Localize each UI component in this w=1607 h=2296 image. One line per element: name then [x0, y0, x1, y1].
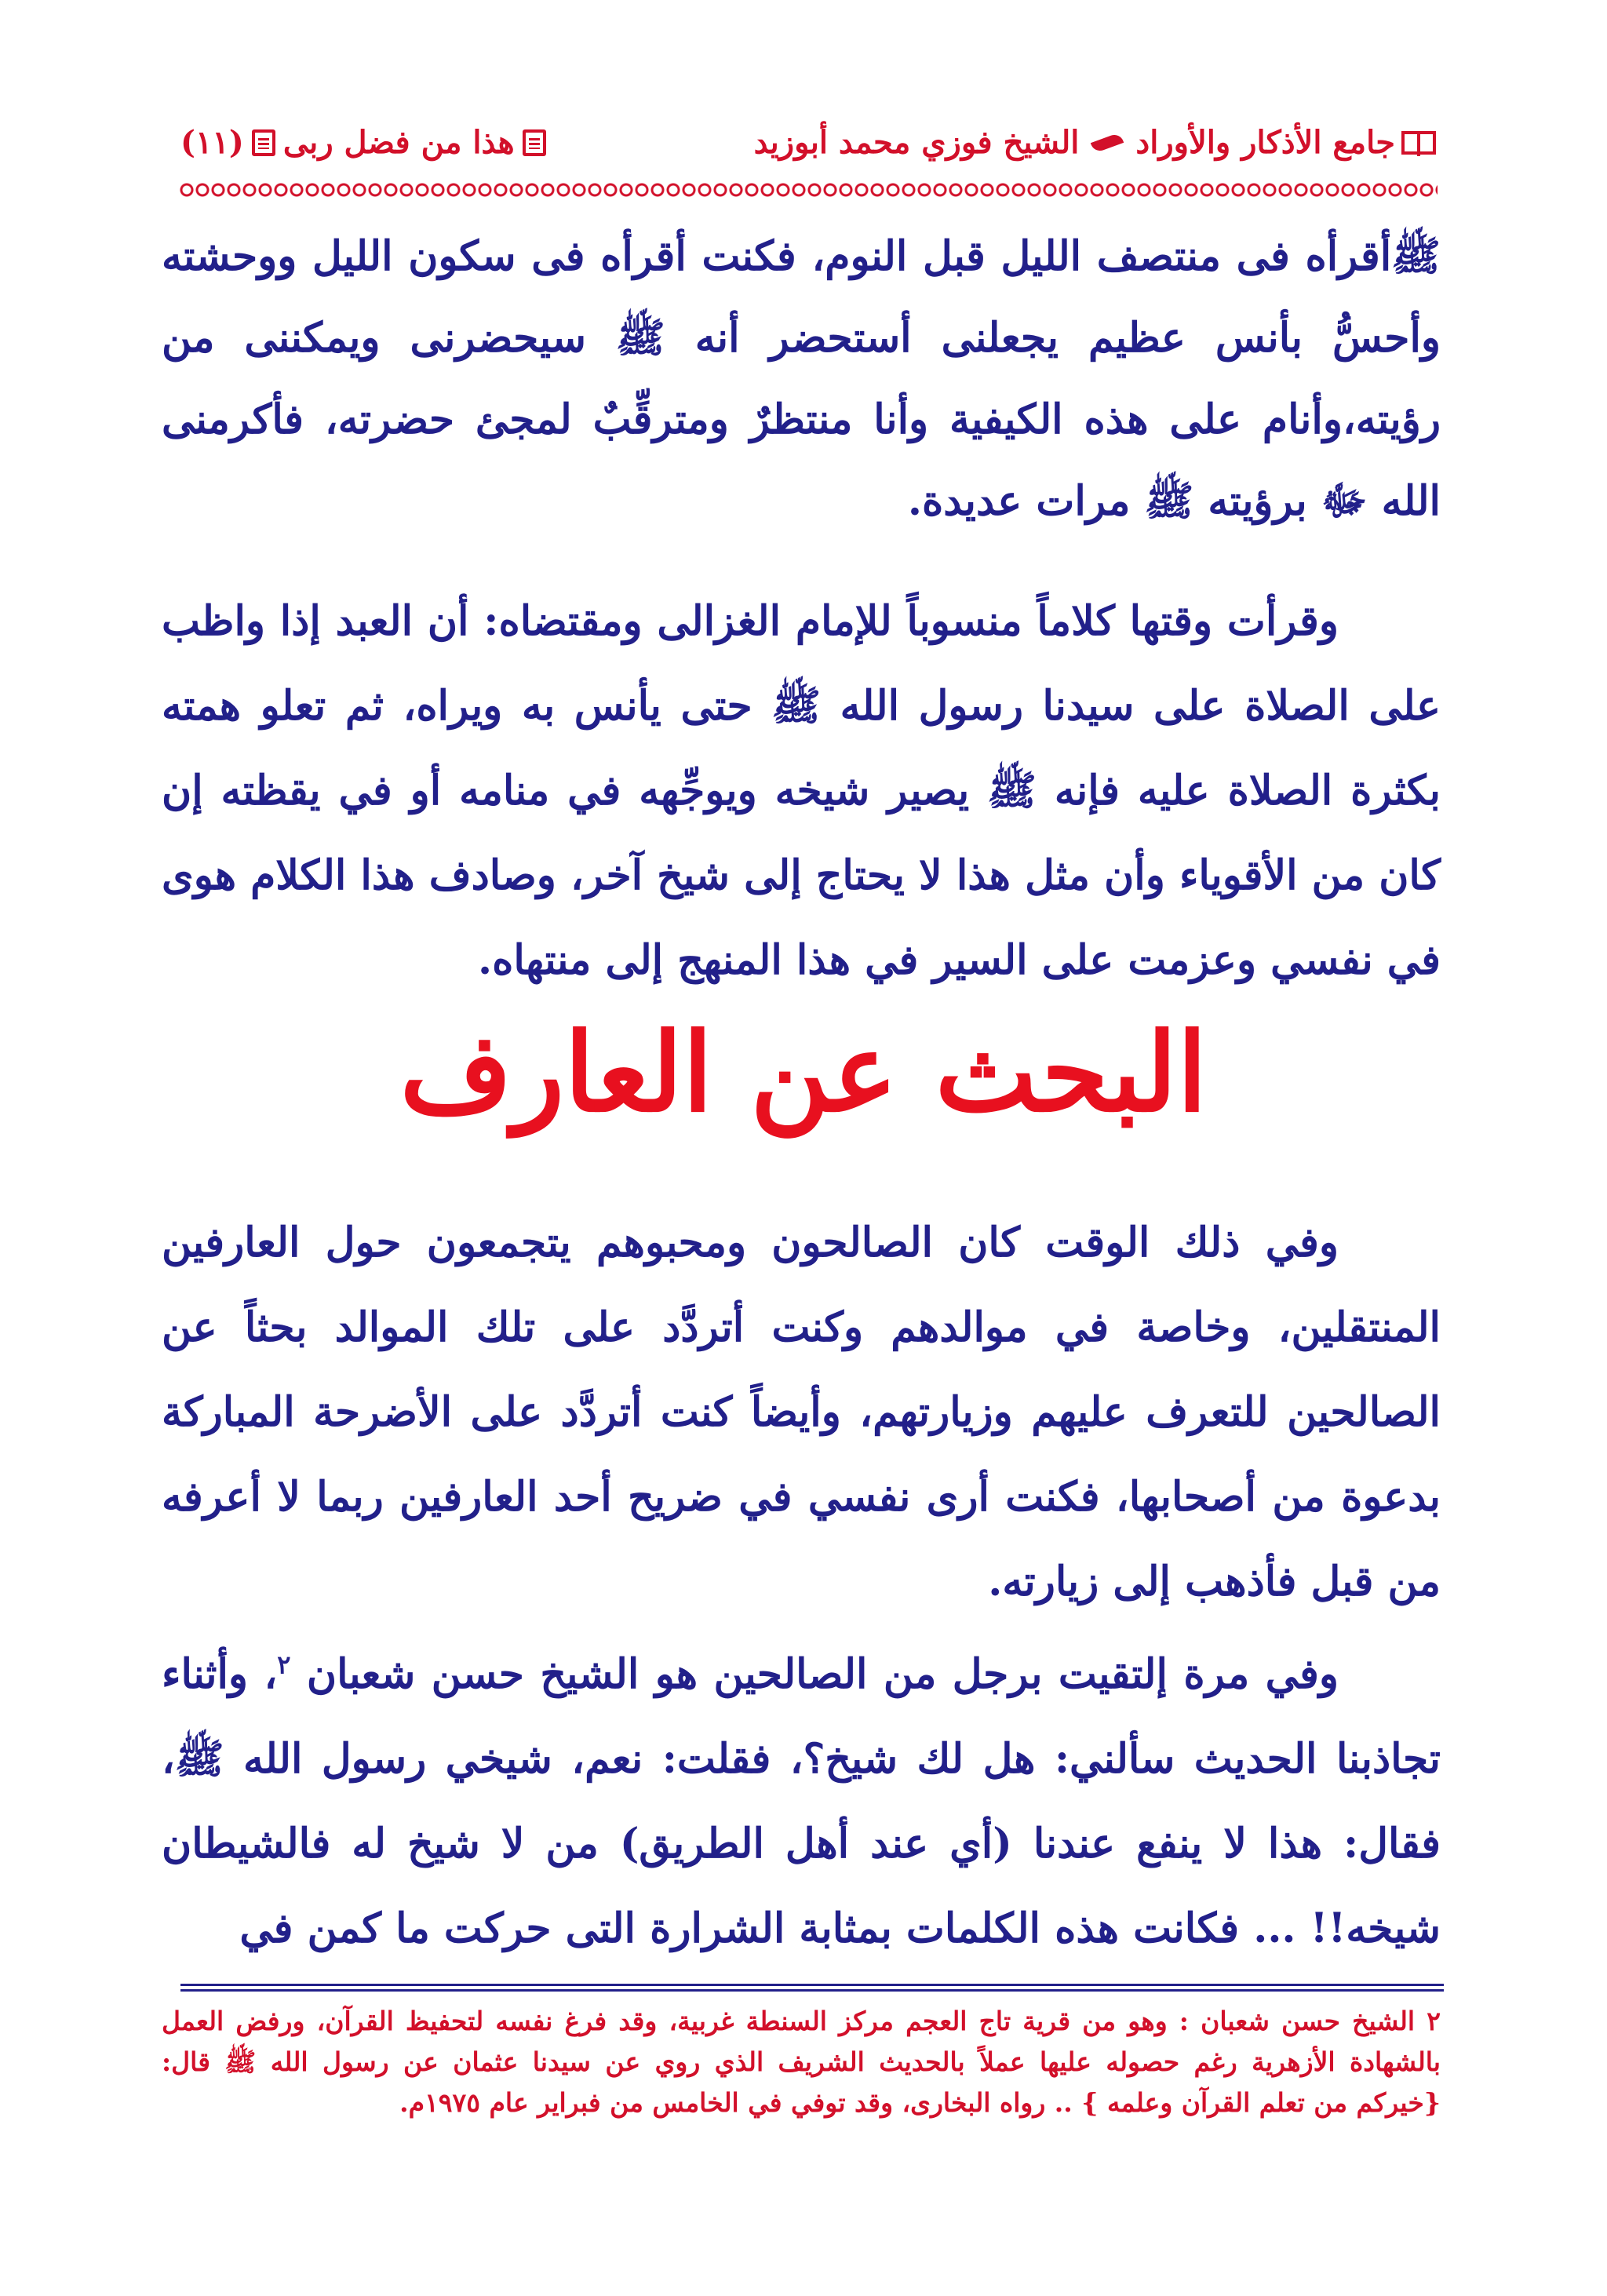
paragraph-4 [162, 1632, 1441, 1971]
author-name: الشيخ فوزي محمد أبوزيد [753, 124, 1080, 161]
header-book-info [754, 124, 1436, 161]
book-title: جامع الأذكار والأوراد [1135, 124, 1395, 161]
footnote-reference[interactable]: ٢ [277, 1649, 291, 1680]
footnote: ٢ الشيخ حسن شعبان : وهو من قرية تاج العجم مركز السنطة غربية، وقد فرغ نفسه لتحفيظ القرآن، ورفض العمل بالشهادة الأزهرية رغم حصوله عليها عملاً بالحديث الشريف الذي روي عن سيدنا عثمان عن رسول الله ﷺ قال: {خيركم من تعلم القرآن وعلمه } .. رواه البخارى، وقد توفي في الخامس من فبراير عام ١٩٧٥م. [162, 2006, 1441, 2118]
section-title: البحث عن العارف [399, 1008, 1208, 1136]
book-icon [1401, 131, 1436, 155]
page-header [180, 110, 1436, 173]
quill-icon [1091, 132, 1124, 153]
header-motto-block [180, 124, 546, 161]
paragraph-2: وقرأت وقتها كلاماً منسوباً للإمام الغزالى ومقتضاه: أن العبد إذا واظب على الصلاة على سيدنا رسول الله ﷺ حتى يأنس به ويراه، ثم تعلو همته بكثرة الصلاة عليه فإنه ﷺ يصير شيخه ويوجِّهه في منامه أو في يقظته إن كان من الأقوياء وأن مثل هذا لا يحتاج إلى شيخ آخر، وصادف هذا الكلام هوى في نفسي وعزمت على السير في هذا المنهج إلى منتهاه. [162, 597, 1441, 984]
footnote-separator [180, 1984, 1444, 1992]
paragraph-1: ﷺأقرأه فى منتصف الليل قبل النوم، فكنت أقرأه فى سكون الليل ووحشته وأحسُّ بأنس عظيم يجعلنى أستحضر أنه ﷺ سيحضرنى ويمكننى من رؤيته،وأنام على هذه الكيفية وأنا منتظرٌ ومترقِّبٌ لمجئ حضرته، فأكرمنى الله ﷻ برؤيته ﷺ مرات عديدة. [162, 232, 1441, 525]
header-motto: هذا من فضل ربى [282, 124, 515, 161]
document-icon [252, 129, 275, 156]
header-divider [179, 182, 1438, 198]
page-number: (١١) [180, 124, 244, 161]
paragraph-3: وفي ذلك الوقت كان الصالحون ومحبوهم يتجمعون حول العارفين المنتقلين، وخاصة في موالدهم وكنت أتردَّد على تلك الموالد بحثاً عن الصالحين للتعرف عليهم وزيارتهم، وأيضاً كنت أتردَّد على الأضرحة المباركة بدعوة من أصحابها، فكنت أرى نفسي في ضريح أحد العارفين ربما لا أعرفه من قبل فأذهب إلى زيارته. [162, 1219, 1441, 1605]
paragraph-4-end: ، وأثناء تجاذبنا الحديث سألني: هل لك شيخ؟، فقلت: نعم، شيخي رسول الله ﷺ، فقال: هذا لا ينفع عندنا (أي عند أهل الطريق) من لا شيخ له فالشيطان شيخه!! ... فكانت هذه الكلمات بمثابة الشرارة التى حركت ما كمن في [162, 1650, 1441, 1952]
document-stack-icon [523, 129, 546, 156]
paragraph-4-start: وفي مرة إلتقيت برجل من الصالحين هو الشيخ حسن شعبان [306, 1650, 1339, 1698]
